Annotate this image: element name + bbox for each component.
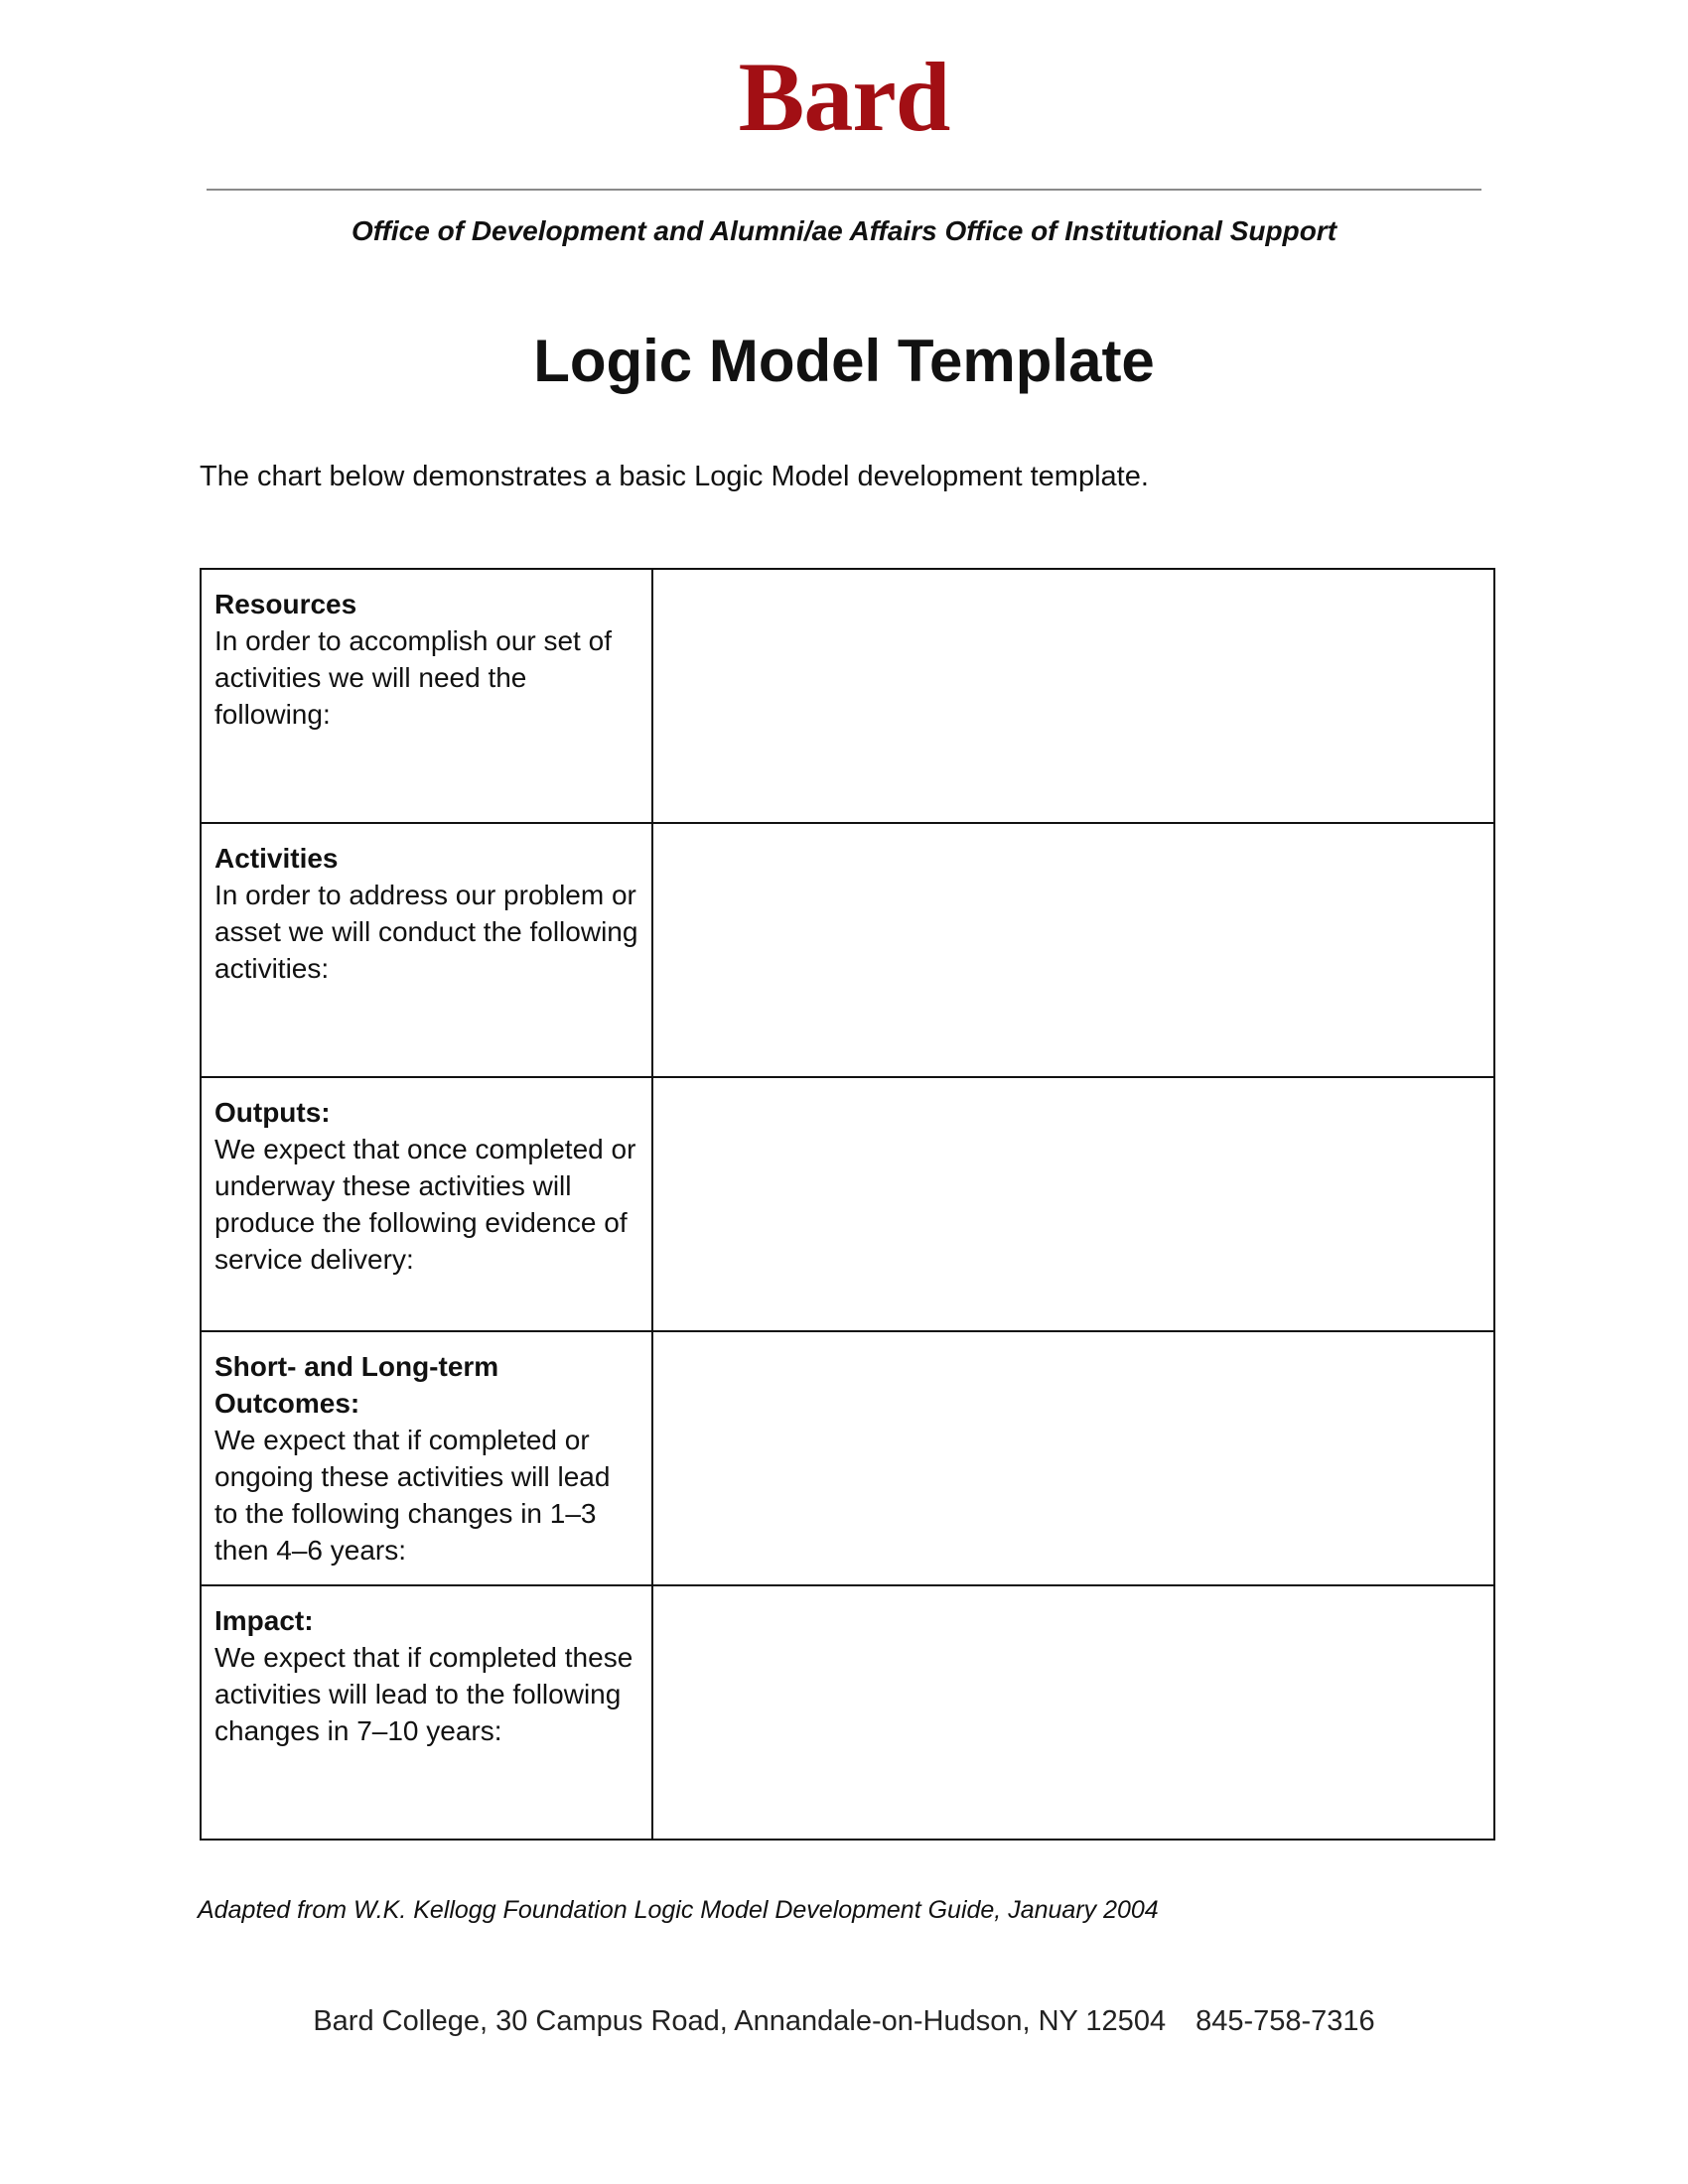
row-title: Outputs:	[214, 1097, 331, 1128]
row-label-cell	[201, 823, 652, 1077]
row-description: We expect that if completed or ongoing these activities will lead to the following changes in 1–3 then 4–6 years:	[214, 1425, 611, 1566]
row-label-cell	[201, 1331, 652, 1585]
outcomes-entry-field[interactable]	[652, 1331, 1494, 1585]
bard-logo: Bard	[738, 42, 950, 152]
intro-text: The chart below demonstrates a basic Logic Model development template.	[200, 461, 1149, 492]
table-row-outputs	[201, 1077, 1494, 1331]
row-title: Short- and Long-term Outcomes:	[214, 1351, 499, 1419]
row-description: In order to accomplish our set of activities we will need the following:	[214, 625, 612, 730]
header-divider	[207, 189, 1481, 191]
table-row-impact	[201, 1585, 1494, 1840]
office-names: Office of Development and Alumni/ae Affairs Office of Institutional Support	[351, 215, 1337, 246]
row-title: Activities	[214, 843, 339, 874]
table-row-outcomes	[201, 1331, 1494, 1585]
outputs-entry-field[interactable]	[652, 1077, 1494, 1331]
footer-contact	[0, 2003, 1688, 2041]
row-title: Impact:	[214, 1605, 314, 1636]
source-attribution: Adapted from W.K. Kellogg Foundation Logic Model Development Guide, January 2004	[198, 1896, 1159, 1924]
table-row-resources	[201, 569, 1494, 823]
row-label-cell	[201, 569, 652, 823]
row-label-cell	[201, 1585, 652, 1840]
row-description: We expect that if completed these activities will lead to the following changes in 7–10 years:	[214, 1642, 633, 1746]
row-description: In order to address our problem or asset we will conduct the following activities:	[214, 880, 638, 984]
page-title: Logic Model Template	[533, 328, 1155, 394]
logic-model-table	[200, 568, 1495, 1841]
footer-address: Bard College, 30 Campus Road, Annandale-on-Hudson, NY 12504	[313, 2005, 1167, 2037]
row-label-cell	[201, 1077, 652, 1331]
resources-entry-field[interactable]	[652, 569, 1494, 823]
table-row-activities	[201, 823, 1494, 1077]
footer-phone: 845-758-7316	[1196, 2005, 1375, 2037]
impact-entry-field[interactable]	[652, 1585, 1494, 1840]
row-title: Resources	[214, 589, 357, 619]
row-description: We expect that once completed or underway these activities will produce the following evidence of service delivery:	[214, 1134, 636, 1275]
activities-entry-field[interactable]	[652, 823, 1494, 1077]
